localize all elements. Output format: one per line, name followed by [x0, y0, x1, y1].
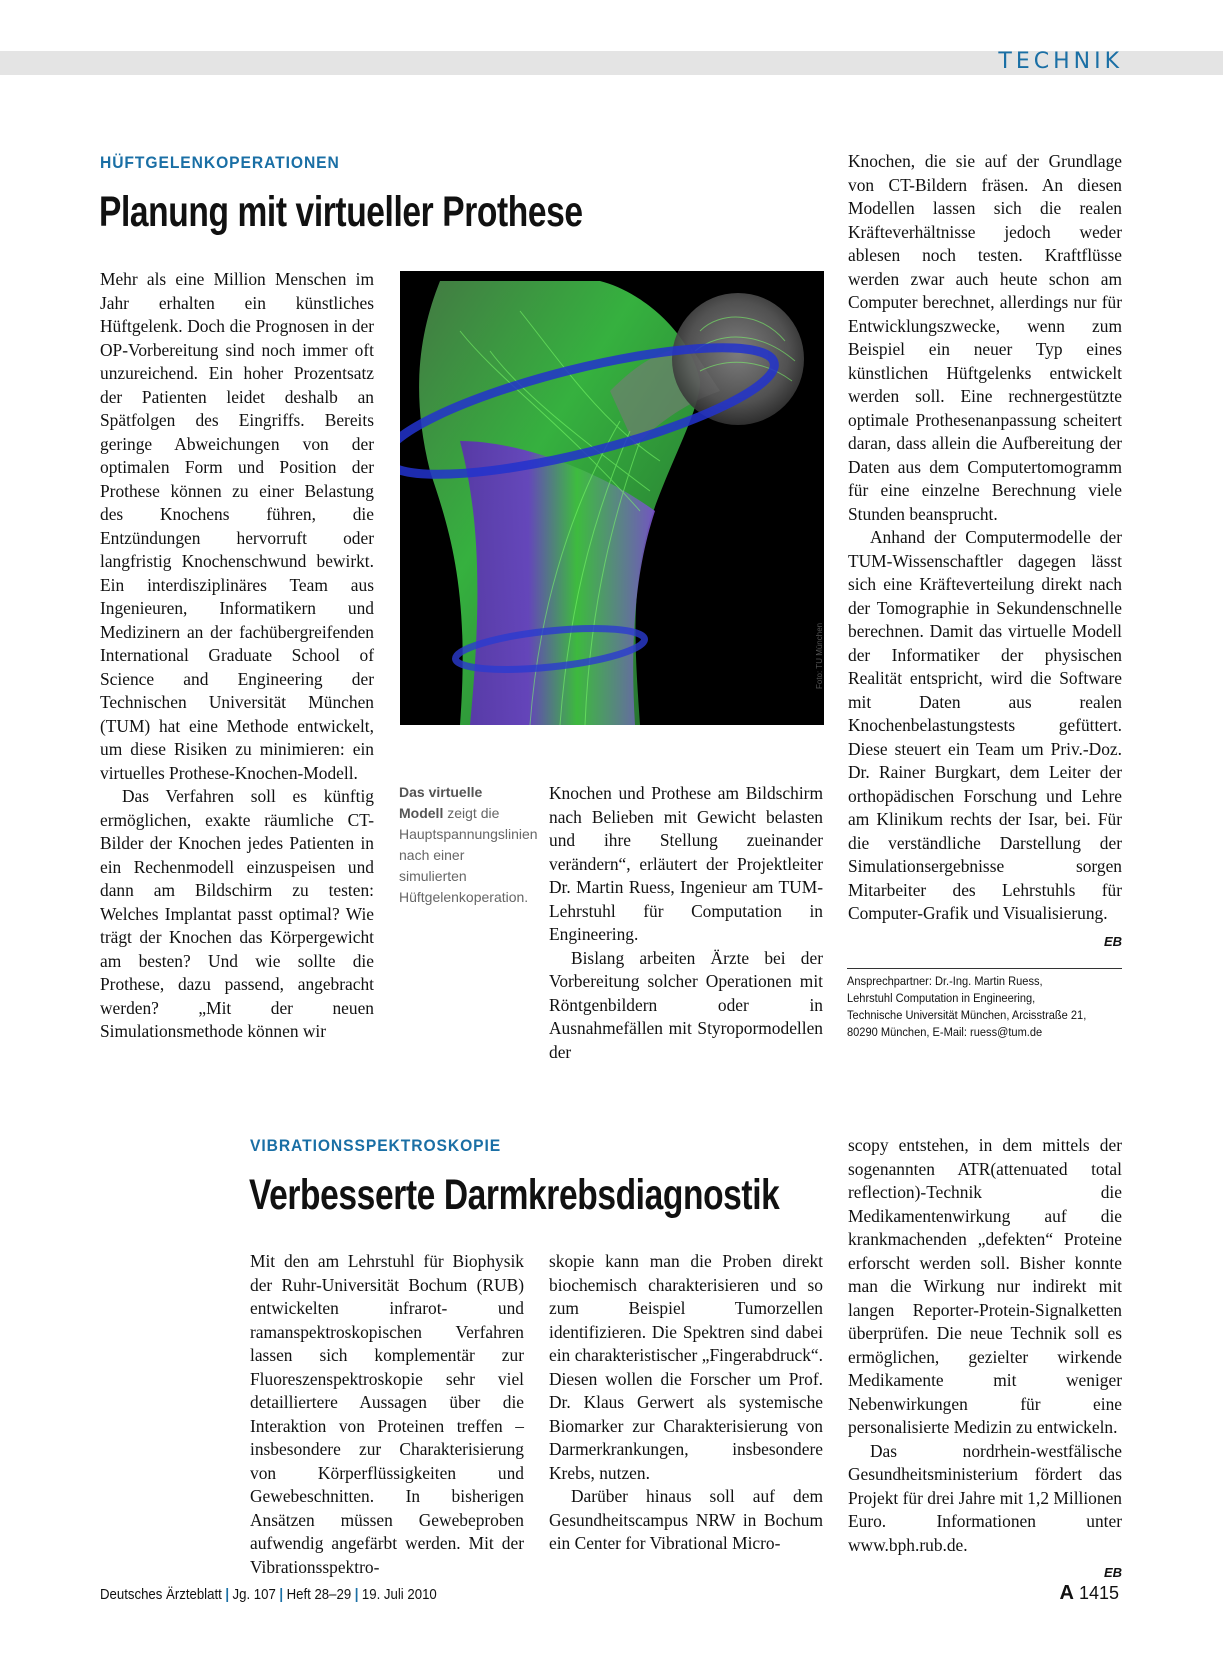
paragraph: skopie kann man die Proben direkt biochemisch charakterisieren und so zum Beispiel Tumorzellen identifizieren. Die Spektren sind dabei ein charakteristischer „Fingerabdruck“. Diesen wollen die Forscher um Prof. Dr. Klaus Gerwert als systemische Biomarker zur Charakterisierung von Darmerkrankungen, insbesondere Krebs, nutzen.	[549, 1251, 823, 1483]
contact-divider	[847, 968, 1122, 969]
paragraph: Bislang arbeiten Ärzte bei der Vorbereitung solcher Operationen mit Röntgenbildern oder in Ausnahmefällen mit Styropormodellen der	[549, 947, 823, 1062]
article1-kicker: HÜFTGELENKOPERATIONEN	[100, 153, 340, 172]
contact-line: Lehrstuhl Computation in Engineering,	[847, 991, 1036, 1005]
paragraph: Darüber hinaus soll auf dem Gesundheitscampus NRW in Bochum ein Center for Vibrational Micro-	[549, 1486, 823, 1553]
page-number	[1059, 1582, 1119, 1605]
femur-simulation-image	[400, 271, 824, 725]
journal-date: 19. Juli 2010	[361, 1586, 437, 1603]
article2-column-1	[250, 1250, 524, 1579]
contact-box	[847, 973, 1104, 1041]
article2-column-2	[549, 1250, 823, 1556]
article1-title: Planung mit virtueller Prothese	[99, 188, 583, 236]
journal-name: Deutsches Ärzteblatt	[100, 1586, 222, 1603]
paragraph: scopy entstehen, in dem mittels der sogenannten ATR(attenuated total reflection)-Technik die Medikamentenwirkung auf die krankmachenden „defekten“ Proteine erforscht werden soll. Bisher konnte man die Wirkung nur indirekt mit langen Reporter-Protein-Signalketten überprüfen. Die neue Technik soll es ermöglichen, gezielter wirkende Medikamente mit weniger Nebenwirkungen für eine personalisierte Medizin zu entwickeln.	[848, 1135, 1122, 1437]
page-number-value: 1415	[1078, 1583, 1119, 1603]
paragraph: Das Verfahren soll es künftig ermöglichen, exakte räumliche CT-Bilder der Knochen jedes Patienten in ein Rechenmodell einzuspeisen und dann am Bildschirm zu testen: Welches Implantat passt optimal? Wie trägt der Knochen das Körpergewicht am besten? Und wie sollte die Prothese, dazu passend, angebracht werden? „Mit der neuen Simulationsmethode können wir	[100, 786, 374, 1041]
paragraph: Das nordrhein-westfälische Gesundheitsministerium fördert das Projekt für drei Jahre mit 1,2 Millionen Euro. Informationen unter www.bph.rub.de.	[848, 1440, 1122, 1555]
article2-kicker: VIBRATIONSSPEKTROSKOPIE	[250, 1136, 502, 1155]
paragraph: Knochen, die sie auf der Grundlage von CT-Bildern fräsen. An diesen Modellen lassen sich die realen Kräfteverhältnisse jedoch weder ablesen noch testen. Kraftflüsse werden zwar auch heute schon am Computer berechnet, allerdings nur für Entwicklungszwecke, wenn zum Beispiel ein neuer Typ eines künstlichen Hüftgelenks entwickelt werden soll. Eine rechnergestützte optimale Prothesenanpassung scheitert daran, dass allein die Aufbereitung der Daten aus dem Computertomogramm für eine einzelne Berechnung viele Stunden beansprucht.	[848, 151, 1122, 524]
article2-title: Verbesserte Darmkrebsdiagnostik	[249, 1171, 780, 1219]
contact-line: Ansprechpartner: Dr.-Ing. Martin Ruess,	[847, 974, 1043, 988]
photo-credit: Foto: TU München	[815, 622, 824, 689]
paragraph: Mit den am Lehrstuhl für Biophysik der Ruhr-Universität Bochum (RUB) entwickelten infrarot- und ramanspektroskopischen Verfahren lassen sich komplementär zur Fluoreszenspektroskopie sehr viel detailliertere Aussagen über die Interaktion von Proteinen treffen – insbesondere zur Charakterisierung von Körperflüssigkeiten und Gewebeschnitten. In bisherigen Ansätzen müssen Gewebeproben aufwendig angefärbt werden. Mit der Vibrationsspektro-	[250, 1251, 524, 1577]
article1-column-2	[549, 782, 823, 1064]
paragraph: Anhand der Computermodelle der TUM-Wissenschaftler dagegen lässt sich eine Kräfteverteilung direkt nach der Tomographie in Sekundenschnelle berechnen. Damit das virtuelle Modell der Informatiker der physischen Realität entspricht, wird die Software mit Daten aus realen Knochenbelastungstests gefüttert. Diese steuert ein Team um Priv.-Doz. Dr. Rainer Burgkart, dem Leiter der orthopädischen Forschung und Lehre am Klinikum rechts der Isar, bei. Für die verständliche Darstellung der Simulationsergebnisse sorgen Mitarbeiter des Lehrstuhls für Computer-Grafik und Visualisierung.	[848, 527, 1122, 923]
femur-illustration	[400, 271, 824, 725]
caption-text: zeigt die Hauptspannungslinien nach einer simulierten Hüftgelenkoperation.	[399, 805, 538, 905]
page-prefix: A	[1059, 1582, 1074, 1604]
contact-line: Technische Universität München, Arcisstraße 21,	[847, 1008, 1087, 1022]
paragraph: Mehr als eine Million Menschen im Jahr erhalten ein künstliches Hüftgelenk. Doch die Prognosen in der OP-Vorbereitung sind noch immer oft unzureichend. Ein hoher Prozentsatz der Patienten leidet deshalb an Spätfolgen des Eingriffs. Bereits geringe Abweichungen von der optimalen Form und Position der Prothese können zu einer Belastung des Knochens führen, die Entzündungen hervorruft oder langfristig Knochenschwund bewirkt. Ein interdisziplinäres Team aus Ingenieuren, Informatikern und Medizinern an der fachübergreifenden International Graduate School of Science and Engineering der Technischen Universität München (TUM) hat eine Methode entwickelt, um diese Risiken zu minimieren: ein virtuelles Prothese-Knochen-Modell.	[100, 269, 374, 783]
author-signature: EB	[1103, 1565, 1122, 1580]
journal-issue: Heft 28–29	[286, 1586, 352, 1603]
contact-line: 80290 München, E-Mail: ruess@tum.de	[847, 1025, 1043, 1039]
article1-column-3	[848, 150, 1122, 953]
paragraph: Knochen und Prothese am Bildschirm nach Belieben mit Gewicht belasten und ihre Stellung zueinander verändern“, erläutert der Projektleiter Dr. Martin Ruess, Ingenieur am TUM-Lehrstuhl für Computation in Engineering.	[549, 783, 823, 944]
caption-bold: Das virtuelle Modell	[399, 784, 483, 821]
section-label: TECHNIK	[998, 49, 1123, 74]
figure-caption	[399, 782, 538, 908]
article2-column-3	[848, 1134, 1122, 1585]
journal-volume: Jg. 107	[232, 1586, 276, 1603]
author-signature: EB	[1103, 933, 1122, 949]
article1-column-1	[100, 268, 374, 1044]
page-footer: Deutsches Ärzteblatt | Jg. 107 | Heft 28–29 | 19. Juli 2010	[100, 1586, 437, 1603]
